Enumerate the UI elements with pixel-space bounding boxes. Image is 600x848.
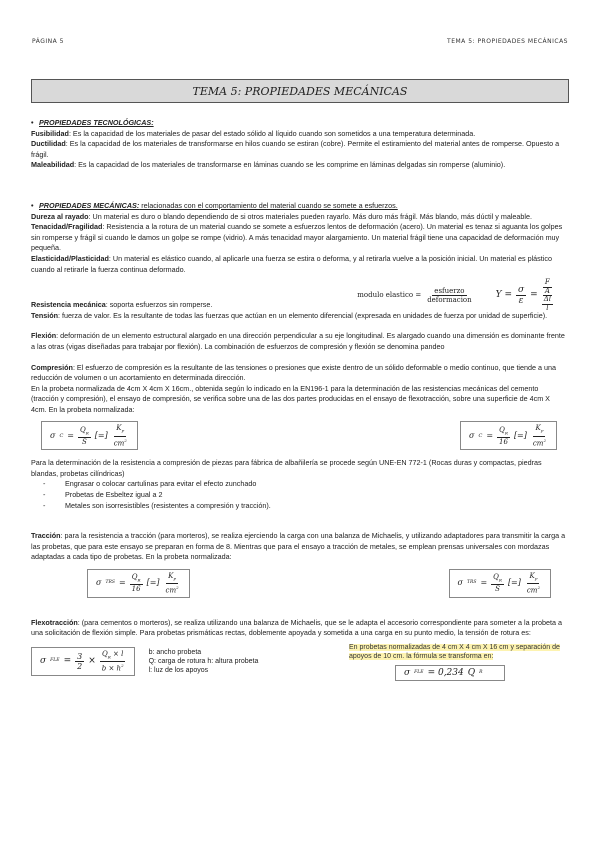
formula-traccion-2: σ TRS = $\frac{Q_R}{S}$ [=] $\frac{K_P}{cm^2}$ — [449, 569, 551, 598]
flexotraccion-formulas — [31, 643, 567, 682]
document-body — [31, 118, 567, 681]
formula-traccion-row — [87, 569, 551, 598]
paragraph-albanileria: Para la determinación de la resistencia a compresión de piezas para fábrica de albañilería se procede según UNE-EN 772-1 (Rocas duras y compactas, piedras blandas, probetas cilíndricas) — [31, 458, 542, 478]
paragraph-compresion: Compresión: El esfuerzo de compresión es la resultante de las tensiones o presiones que existe dentro de un sólido deformable o medio continuo, que tiende a una reducción de volumen o un acortamiento en determinada dirección. — [31, 362, 557, 383]
highlighted-note: En probetas normalizadas de 4 cm X 4 cm X 16 cm y separación de apoyos de 10 cm. la fórmula se transforma en: — [349, 643, 560, 660]
flexotraccion-left — [31, 647, 258, 676]
formula-flexotraccion: σ FLE = $\frac{3}{2}$ × $\frac{Q_R \times l}{b \times h^2}$ — [31, 647, 135, 676]
flexotraccion-right — [349, 643, 567, 682]
section-heading-mecanicas: • PROPIEDADES MECÁNICAS: relacionadas con el comportamiento del material cuando se somete a esfuerzos. — [31, 200, 398, 210]
page-number: PÁGINA 5 — [32, 38, 64, 45]
compresion-list — [31, 479, 567, 511]
formula-compresion-row — [41, 421, 557, 450]
paragraph-fusibilidad: Fusibilidad: Es la capacidad de los materiales de pasar del estado sólido al líquido cuando son sometidos a una temperatura determinada. — [31, 128, 476, 138]
bullet-icon: • — [31, 200, 34, 210]
page-title: TEMA 5: PROPIEDADES MECÁNICAS — [192, 84, 408, 98]
bullet-icon: • — [31, 118, 34, 127]
paragraph-resistencia: Resistencia mecánica: soporta esfuerzos sin romperse. — [31, 300, 213, 310]
section-heading-tecnologicas: • PROPIEDADES TECNOLÓGICAS: — [31, 118, 154, 127]
paragraph-elasticidad: Elasticidad/Plasticidad: Un material es elástico cuando, al aplicarle una fuerza se estira o deforma, y al retirarla vuelve a la posición inicial. Un material es plástico cuando al retirarle la fuerza continua deformado. — [31, 253, 552, 274]
list-item: - Engrasar o colocar cartulinas para evitar el efecto zunchado — [65, 479, 567, 490]
list-item: - Probetas de Esbeltez igual a 2 — [65, 490, 567, 501]
paragraph-ductilidad: Ductilidad: Es la capacidad de los materiales de transformarse en hilos cuando se estiran (cobre). Permite el estiramiento del material antes de romperse. Opuesto a frágil. — [31, 139, 560, 159]
paragraph-maleabilidad: Maleabilidad: Es la capacidad de los materiales de transformarse en láminas cuando se les comprime en láminas delgadas sin romperse (aluminio). — [31, 160, 506, 170]
formula-young: Y = $\frac{\sigma}{\varepsilon}$ = F A Δl l — [495, 278, 551, 312]
paragraph-tension: Tensión: fuerza de valor. Es la resultante de todas las fuerzas que actúan en un elemento diferencial (expresada en unidades de fuerza por unidad de superficie). — [31, 310, 548, 320]
formula-modulo-elastico: modulo elastico = $\frac{\text{esfuerzo}}{\text{deformacion}}$ — [357, 287, 472, 305]
formula-traccion-1: σ TRS = $\frac{Q_R}{16}$ [=] $\frac{K_P}{cm^2}$ — [87, 569, 190, 598]
flexotraccion-legend: b: ancho probeta Q: carga de rotura h: altura probeta l: luz de los apoyos — [148, 648, 259, 674]
paragraph-flexotraccion: Flexotracción: (para cementos o morteros), se realiza utilizando una balanza de Michaelis, que se le adapta el accesorio correspondiente para someter a la probeta a una solicitación de flexión simple. Para probetas prismáticas rectas, doblemente apoyada y sometida a una carga en su punto medio, la tensión de rotura es: — [31, 617, 562, 638]
paragraph-tenacidad: Tenacidad/Fragilidad: Resistencia a la rotura de un material cuando se somete a esfuerzos lentos de deformación (acero). Un material es tenaz si aguanta los golpes sin romperse y frágil si cuando le damos un golpe se rompe (vidrio). A más tenacidad mayor alargamiento. Un material frágil tiene una capacidad de deformación muy pequeña. — [31, 222, 563, 253]
formula-compresion-2: σ C = $\frac{Q_R}{16}$ [=] $\frac{K_P}{cm^2}$ — [460, 421, 557, 450]
paragraph-traccion: Tracción: para la resistencia a tracción (para morteros), se realiza ejerciendo la carga con una balanza de Michaelis, y utilizando adaptadores para transmitir la carga a las probetas, que para este ensayo se preparan en forma de 8. Mientras que para el ensayo a tracción de metales, se emplean prensas universales con mordazas adaptadas a cada tipo de probetas. En la probeta normalizada: — [31, 531, 566, 562]
list-item: - Metales son isorresistibles (resistentes a compresión y tracción). — [65, 501, 567, 512]
formula-flexotraccion-normalizada: σ FLE = 0,234 Q R — [395, 665, 505, 682]
paragraph-dureza: Dureza al rayado: Un material es duro o blando dependiendo de si otros materiales pueden rayarlo. Más duro más frágil. Más blando, más dúctil y maleable. — [31, 211, 532, 221]
paragraph-compresion-probeta: En la probeta normalizada de 4cm X 4cm X 16cm., obtenida según lo indicado en la EN196-1 para la determinación de las resistencias mecánicas del cemento (tracción y compresión), el ensayo de compresión, se verifica sobre una de las dos partes producidas en el ensayo de flexotracción, sobre una superficie de 4cm X 4cm. En la probeta normalizada: — [31, 383, 550, 414]
running-header: TEMA 5: PROPIEDADES MECÁNICAS — [447, 38, 568, 45]
formula-compresion-1: σ C = $\frac{Q_R}{S}$ [=] $\frac{K_P}{cm^2}$ — [41, 421, 138, 450]
title-banner — [31, 79, 569, 103]
paragraph-flexion: Flexión: deformación de un elemento estructural alargado en una dirección perpendicular a su eje longitudinal. Es alargado cuando una dimensión es dominante frente a las otras (vigas diseñadas para trabajar por flexión). La combinación de esfuerzos de compresión y flexión se denomina pandeo — [31, 331, 565, 351]
